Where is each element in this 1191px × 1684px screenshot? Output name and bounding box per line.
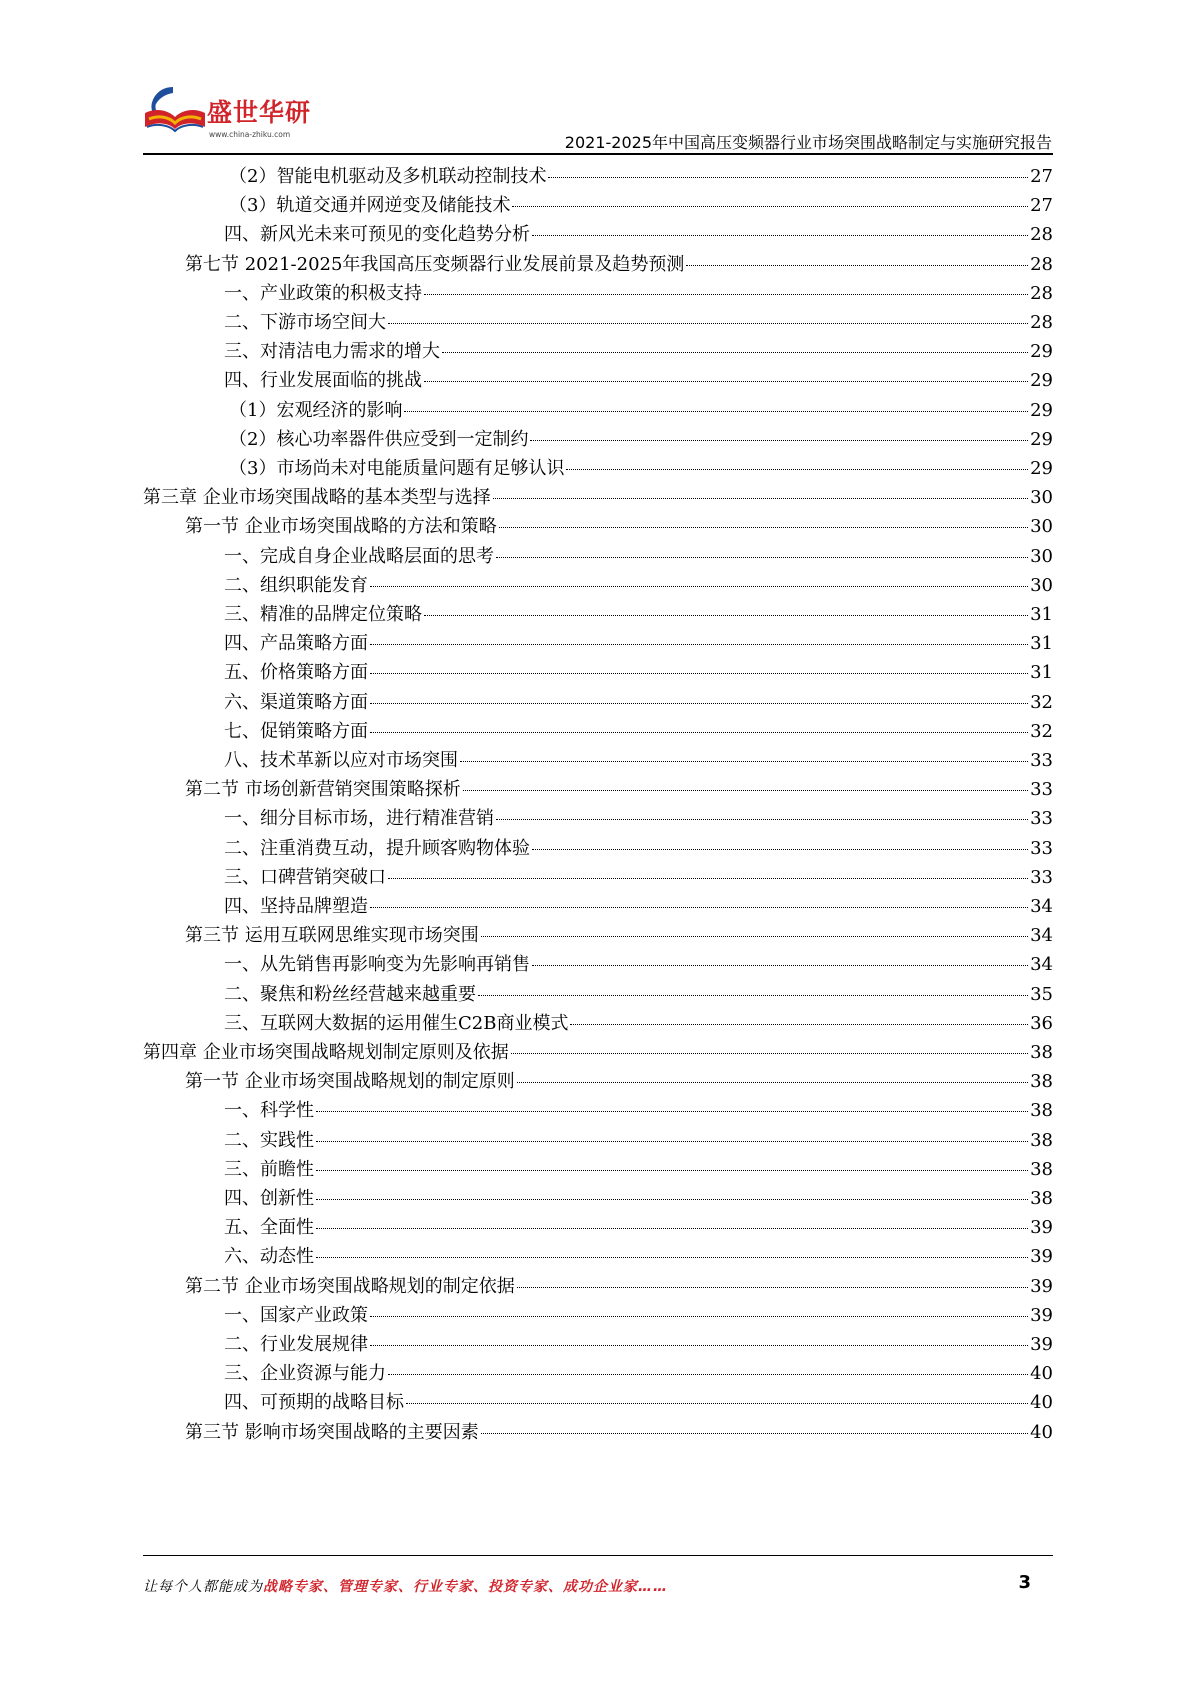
toc-entry-title: 四、可预期的战略目标 [224, 1392, 404, 1414]
toc-entry-title: 第三章 企业市场突围战略的基本类型与选择 [143, 487, 491, 509]
toc-entry[interactable] [224, 687, 1053, 718]
toc-dot-leader [496, 819, 1028, 820]
toc-entry-page: 32 [1030, 691, 1053, 713]
toc-entry-page: 40 [1030, 1392, 1053, 1414]
toc-entry-title: 一、产业政策的积极支持 [224, 282, 422, 304]
toc-entry-page: 27 [1030, 166, 1053, 187]
toc-entry[interactable] [224, 219, 1053, 250]
toc-entry[interactable] [224, 716, 1053, 747]
toc-entry[interactable] [185, 920, 1053, 951]
toc-entry[interactable] [224, 803, 1053, 834]
toc-entry-title: 二、组织职能发育 [224, 574, 368, 596]
toc-dot-leader [370, 673, 1028, 674]
toc-entry[interactable] [224, 979, 1053, 1010]
toc-entry-title: 二、注重消费互动，提升顾客购物体验 [224, 837, 530, 859]
toc-dot-leader [370, 1316, 1028, 1317]
toc-dot-leader [370, 732, 1028, 733]
toc-entry-page: 34 [1030, 925, 1053, 947]
toc-entry[interactable] [185, 511, 1053, 542]
toc-entry-page: 33 [1030, 750, 1053, 771]
footer-slogan [143, 1576, 668, 1596]
toc-dot-leader [532, 965, 1028, 966]
toc-dot-leader [370, 1345, 1028, 1346]
brand-name: 盛世华研 [207, 98, 312, 127]
toc-dot-leader [316, 1228, 1028, 1229]
toc-entry[interactable] [224, 1329, 1053, 1360]
toc-dot-leader [316, 1141, 1028, 1142]
toc-entry-page: 38 [1030, 1188, 1053, 1209]
toc-dot-leader [548, 177, 1028, 178]
toc-entry-page: 40 [1030, 1421, 1053, 1443]
toc-entry[interactable] [224, 949, 1053, 980]
toc-entry[interactable] [224, 1241, 1053, 1272]
toc-entry-title: 第四章 企业市场突围战略规划制定原则及依据 [143, 1042, 509, 1063]
toc-entry[interactable] [224, 1095, 1053, 1126]
toc-dot-leader [370, 907, 1028, 908]
toc-entry-title: 五、价格策略方面 [224, 662, 368, 684]
toc-entry[interactable] [224, 1358, 1053, 1389]
toc-dot-leader [316, 1111, 1028, 1112]
toc-entry[interactable] [185, 1271, 1053, 1302]
toc-dot-leader [493, 498, 1028, 499]
toc-entry-title: （2）核心功率器件供应受到一定制约 [229, 428, 529, 450]
toc-dot-leader [532, 849, 1028, 850]
document-title: 2021-2025年中国高压变频器行业市场突围战略制定与实施研究报告 [564, 133, 1052, 152]
toc-dot-leader [316, 1199, 1028, 1200]
toc-dot-leader [511, 1053, 1028, 1054]
toc-entry-title: 五、全面性 [224, 1217, 314, 1239]
toc-entry[interactable] [224, 365, 1053, 396]
toc-entry-page: 30 [1030, 516, 1053, 538]
page-number: 3 [1018, 1572, 1031, 1593]
toc-entry-title: （3）轨道交通并网逆变及储能技术 [229, 195, 511, 217]
toc-entry[interactable] [185, 1417, 1053, 1448]
toc-dot-leader [570, 1024, 1028, 1025]
toc-dot-leader [517, 1082, 1028, 1083]
toc-entry[interactable] [143, 1037, 1053, 1068]
toc-dot-leader [463, 790, 1028, 791]
toc-entry-page: 38 [1030, 1071, 1053, 1093]
toc-entry-title: 第三节 运用互联网思维实现市场突围 [185, 925, 479, 947]
toc-entry-title: 二、聚焦和粉丝经营越来越重要 [224, 983, 476, 1005]
toc-dot-leader [424, 615, 1028, 616]
toc-entry[interactable] [224, 541, 1053, 572]
toc-entry-page: 32 [1030, 720, 1053, 742]
toc-dot-leader [388, 878, 1028, 879]
toc-entry-page: 38 [1030, 1129, 1053, 1151]
toc-dot-leader [316, 1257, 1028, 1258]
toc-entry[interactable] [224, 833, 1053, 864]
slogan-prefix: 让每个人都能成为 [143, 1579, 263, 1595]
toc-entry[interactable] [224, 1183, 1053, 1214]
toc-entry-title: 八、技术革新以应对市场突围 [224, 750, 458, 771]
toc-entry[interactable] [229, 190, 1053, 221]
toc-entry-page: 29 [1030, 399, 1053, 421]
toc-entry-title: 三、精准的品牌定位策略 [224, 604, 422, 625]
toc-dot-leader [499, 527, 1028, 528]
toc-entry[interactable] [224, 891, 1053, 922]
toc-entry-page: 39 [1030, 1217, 1053, 1239]
toc-entry-title: 一、从先销售再影响变为先影响再销售 [224, 954, 530, 976]
toc-dot-leader [388, 1374, 1028, 1375]
toc-entry[interactable] [224, 570, 1053, 601]
toc-entry-page: 38 [1030, 1042, 1053, 1063]
toc-entry-page: 33 [1030, 808, 1053, 830]
toc-dot-leader [424, 381, 1028, 382]
toc-dot-leader [532, 235, 1028, 236]
toc-entry[interactable] [224, 862, 1053, 893]
toc-entry-page: 31 [1030, 633, 1053, 655]
toc-entry-title: 第三节 影响市场突围战略的主要因素 [185, 1421, 479, 1443]
toc-entry[interactable] [224, 1300, 1053, 1331]
toc-entry-title: 第二节 市场创新营销突围策略探析 [185, 779, 461, 801]
toc-entry[interactable] [143, 482, 1053, 513]
toc-entry[interactable] [224, 657, 1053, 688]
toc-entry[interactable] [185, 249, 1053, 280]
toc-entry[interactable] [224, 307, 1053, 338]
toc-entry-page: 31 [1030, 604, 1053, 625]
toc-entry-title: 一、完成自身企业战略层面的思考 [224, 545, 494, 567]
toc-entry-page: 34 [1030, 954, 1053, 976]
toc-entry-page: 28 [1030, 282, 1053, 304]
logo-book-icon [143, 83, 207, 143]
toc-entry[interactable] [224, 599, 1053, 630]
toc-entry[interactable] [224, 278, 1053, 309]
toc-dot-leader [370, 703, 1028, 704]
toc-entry-title: 三、企业资源与能力 [224, 1363, 386, 1385]
toc-entry-title: 三、口碑营销突破口 [224, 866, 386, 888]
toc-entry[interactable] [224, 336, 1053, 367]
toc-entry-title: 七、促销策略方面 [224, 720, 368, 742]
toc-dot-leader [496, 557, 1028, 558]
toc-entry-title: 二、下游市场空间大 [224, 312, 386, 333]
toc-entry[interactable] [224, 1154, 1053, 1185]
toc-entry[interactable] [185, 1066, 1053, 1097]
toc-dot-leader [481, 1433, 1028, 1434]
slogan-highlight: 战略专家、管理专家、行业专家、投资专家、成功企业家…… [263, 1579, 668, 1595]
toc-entry-page: 33 [1030, 866, 1053, 888]
toc-entry-page: 31 [1030, 662, 1053, 684]
brand-logo [143, 83, 313, 153]
toc-entry-page: 27 [1030, 195, 1053, 217]
toc-dot-leader [517, 1287, 1028, 1288]
toc-entry-page: 28 [1030, 312, 1053, 333]
toc-entry-page: 33 [1030, 837, 1053, 859]
toc-entry[interactable] [229, 161, 1053, 192]
toc-entry-title: 一、国家产业政策 [224, 1304, 368, 1326]
toc-entry[interactable] [224, 745, 1053, 776]
brand-url: www.china-zhiku.com [209, 130, 291, 139]
toc-dot-leader [406, 1403, 1028, 1404]
footer-divider [143, 1555, 1053, 1556]
toc-dot-leader [388, 323, 1028, 324]
toc-entry-title: （3）市场尚未对电能质量问题有足够认识 [229, 458, 565, 479]
toc-entry-page: 39 [1030, 1304, 1053, 1326]
toc-entry[interactable] [229, 453, 1053, 484]
toc-dot-leader [566, 469, 1028, 470]
toc-entry[interactable] [185, 774, 1053, 805]
toc-entry[interactable] [229, 395, 1053, 426]
toc-dot-leader [370, 586, 1028, 587]
toc-entry[interactable] [229, 424, 1053, 455]
toc-entry-title: 三、互联网大数据的运用催生C2B商业模式 [224, 1012, 569, 1034]
toc-entry-title: 二、实践性 [224, 1129, 314, 1151]
toc-entry-title: 一、科学性 [224, 1100, 314, 1122]
toc-entry-title: 第一节 企业市场突围战略规划的制定原则 [185, 1071, 515, 1093]
toc-dot-leader [424, 294, 1028, 295]
toc-entry-page: 33 [1030, 779, 1053, 801]
toc-entry-page: 35 [1030, 983, 1053, 1005]
toc-entry[interactable] [224, 1008, 1053, 1039]
toc-entry[interactable] [224, 1387, 1053, 1418]
toc-dot-leader [404, 411, 1028, 412]
toc-entry[interactable] [224, 1212, 1053, 1243]
toc-entry-page: 30 [1030, 545, 1053, 567]
toc-entry-title: 六、渠道策略方面 [224, 691, 368, 713]
toc-entry[interactable] [224, 628, 1053, 659]
toc-entry-title: 六、动态性 [224, 1246, 314, 1268]
toc-entry-title: 四、创新性 [224, 1188, 314, 1209]
toc-entry-title: 一、细分目标市场，进行精准营销 [224, 808, 494, 830]
toc-dot-leader [316, 1170, 1028, 1171]
toc-entry-title: 四、产品策略方面 [224, 633, 368, 655]
toc-entry-page: 29 [1030, 370, 1053, 392]
toc-entry-title: 二、行业发展规律 [224, 1334, 368, 1355]
toc-entry-page: 38 [1030, 1158, 1053, 1180]
header-divider [143, 153, 1053, 155]
toc-dot-leader [481, 936, 1028, 937]
toc-dot-leader [530, 440, 1028, 441]
toc-entry-title: 三、对清洁电力需求的增大 [224, 341, 440, 363]
toc-dot-leader [442, 352, 1028, 353]
toc-entry-title: 第一节 企业市场突围战略的方法和策略 [185, 516, 497, 538]
toc-entry-page: 34 [1030, 896, 1053, 917]
toc-dot-leader [478, 995, 1028, 996]
toc-dot-leader [370, 644, 1028, 645]
toc-dot-leader [512, 206, 1028, 207]
toc-entry[interactable] [224, 1125, 1053, 1156]
toc-entry-page: 28 [1030, 253, 1053, 275]
toc-entry-title: 第二节 企业市场突围战略规划的制定依据 [185, 1275, 515, 1297]
toc-entry-page: 39 [1030, 1275, 1053, 1297]
toc-entry-page: 29 [1030, 428, 1053, 450]
toc-entry-page: 36 [1030, 1012, 1053, 1034]
toc-entry-title: 四、新风光未来可预见的变化趋势分析 [224, 224, 530, 246]
toc-entry-page: 40 [1030, 1363, 1053, 1385]
toc-entry-page: 29 [1030, 458, 1053, 479]
toc-dot-leader [460, 761, 1028, 762]
toc-entry-title: 四、坚持品牌塑造 [224, 896, 368, 917]
toc-entry-title: 四、行业发展面临的挑战 [224, 370, 422, 392]
toc-entry-title: （2）智能电机驱动及多机联动控制技术 [229, 166, 547, 187]
toc-entry-page: 29 [1030, 341, 1053, 363]
toc-dot-leader [686, 265, 1028, 266]
toc-entry-page: 38 [1030, 1100, 1053, 1122]
toc-entry-page: 30 [1030, 487, 1053, 509]
toc-entry-title: 三、前瞻性 [224, 1158, 314, 1180]
toc-entry-page: 39 [1030, 1246, 1053, 1268]
toc-entry-title: （1）宏观经济的影响 [229, 399, 403, 421]
toc-entry-page: 30 [1030, 574, 1053, 596]
toc-entry-page: 28 [1030, 224, 1053, 246]
toc-entry-page: 39 [1030, 1334, 1053, 1355]
toc-entry-title: 第七节 2021-2025年我国高压变频器行业发展前景及趋势预测 [185, 253, 685, 275]
